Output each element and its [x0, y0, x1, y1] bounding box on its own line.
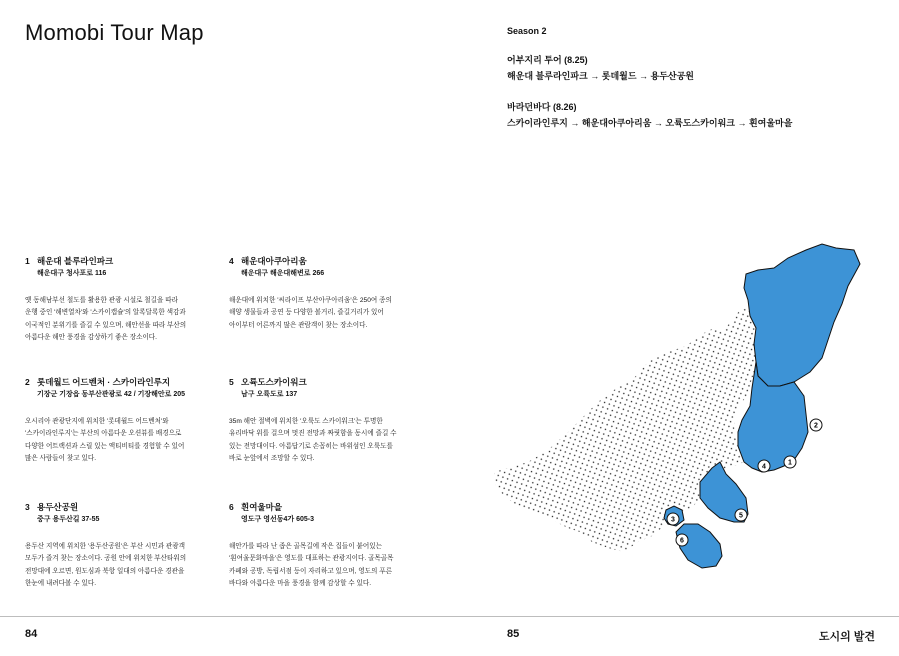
map-pin-3	[667, 513, 679, 525]
busan-map	[488, 236, 888, 576]
season-title: Season 2	[507, 26, 547, 36]
place-entry-4	[229, 256, 409, 332]
place-description	[229, 416, 409, 466]
pin-label: 3	[671, 516, 675, 524]
desc-line: 용두산 지역에 위치한 '용두산공원'은 부산 시민과 관광객	[25, 542, 186, 550]
desc-line: 전망대에 오르면, 원도심과 북항 일대의 아름다운 경관을	[25, 567, 185, 575]
place-entry-5	[229, 377, 409, 466]
place-name: 해운대 블루라인파크	[37, 256, 114, 266]
place-entry-3	[25, 502, 205, 591]
place-description	[229, 295, 409, 333]
tour-item	[507, 100, 877, 129]
desc-line: 카페와 공방, 독립서점 등이 자리하고 있으며, 영도의 푸른	[229, 567, 392, 575]
place-entry-1	[25, 256, 205, 345]
place-entry-2	[25, 377, 205, 466]
section-title: 도시의 발견	[818, 631, 875, 643]
desc-line: 운행 중인 '해변열차'와 '스카이캡슐'의 알록달록한 색감과	[25, 309, 186, 317]
place-name: 해운대아쿠아리움	[241, 256, 307, 266]
desc-line: 해운대에 위치한 '씨라이프 부산아쿠아리움'은 250여 종의	[229, 296, 392, 304]
pin-label: 6	[680, 537, 684, 545]
tour-item	[507, 53, 877, 82]
pin-label: 2	[814, 422, 818, 430]
map-pin-1	[784, 456, 796, 468]
desc-line: 바다와 아름다운 마을 풍경을 함께 감상할 수 있다.	[229, 580, 372, 588]
desc-line: 바로 눈앞에서 조망할 수 있다.	[229, 455, 315, 463]
place-description	[25, 295, 205, 345]
desc-line: 많은 사람들이 찾고 있다.	[25, 455, 97, 463]
place-description	[229, 541, 409, 591]
pin-label: 5	[739, 512, 743, 520]
desc-line: 옛 동해남부선 철도를 활용한 관광 시설로 철길을 따라	[25, 296, 178, 304]
place-number: 4	[229, 256, 234, 266]
tour-name: 어부지리 투어 (8.25)	[507, 55, 588, 65]
desc-line: 있는 전망대이다. 아름답기로 손꼽히는 바위섬인 오륙도를	[229, 442, 393, 450]
map-pin-5	[735, 509, 747, 521]
desc-line: 아이부터 어른까지 많은 관람객이 찾는 장소이다.	[229, 321, 368, 329]
map-pin-4	[758, 460, 770, 472]
desc-line: 이국적인 분위기를 즐길 수 있으며, 해안선을 따라 부산의	[25, 321, 187, 329]
desc-line: 다양한 어트랙션과 스릴 있는 액티비티를 경험할 수 있어	[25, 442, 185, 450]
tour-route: 해운대 블루라인파크 → 롯데월드 → 용두산공원	[507, 71, 694, 81]
place-address: 기장군 기장읍 동부산관광로 42 / 기장해안로 205	[37, 391, 186, 399]
pin-label: 4	[762, 463, 766, 471]
desc-line: '스카이라인루지'는 부산의 아름다운 오션뷰를 배경으로	[25, 430, 182, 438]
place-name: 롯데월드 어드벤처 · 스카이라인루지	[37, 377, 171, 387]
tour-route: 스카이라인루지 → 해운대아쿠아리움 → 오륙도스카이워크 → 흰여울마을	[507, 118, 793, 128]
place-number: 5	[229, 377, 234, 387]
place-name: 용두산공원	[37, 502, 79, 512]
place-description	[25, 541, 205, 591]
place-address: 중구 용두산길 37-55	[37, 516, 100, 524]
place-description	[25, 416, 205, 466]
desc-line: 한눈에 내려다볼 수 있다.	[25, 580, 97, 588]
desc-line: 해안가를 따라 난 좁은 골목길에 작은 집들이 붙어있는	[229, 542, 382, 550]
place-address: 해운대구 청사포로 116	[37, 270, 107, 278]
place-name: 오륙도스카이워크	[241, 377, 307, 387]
desc-line: 유리바닥 위를 걸으며 멋진 전망과 짜릿함을 동시에 즐길 수	[229, 430, 397, 438]
desc-line: 아름다운 해안 풍경을 감상하기 좋은 장소이다.	[25, 334, 158, 342]
desc-line: 모두가 즐겨 찾는 장소이다. 공원 안에 위치한 부산타워의	[25, 555, 187, 563]
desc-line: 해양 생물들과 공연 등 다양한 볼거리, 즐길거리가 있어	[229, 309, 384, 317]
page-title: Momobi Tour Map	[25, 20, 204, 45]
place-address: 영도구 영선동4가 605-3	[241, 516, 315, 524]
place-address: 남구 오륙도로 137	[241, 391, 298, 399]
place-number: 1	[25, 256, 30, 266]
left-page-number: 84	[25, 628, 38, 640]
place-name: 흰여울마을	[241, 502, 283, 512]
map-pin-2	[810, 419, 822, 431]
season-panel	[507, 26, 877, 147]
place-number: 2	[25, 377, 30, 387]
desc-line: 오시리아 관광단지에 위치한 '롯데월드 어드벤처'와	[25, 417, 169, 425]
highlight-district-north	[744, 244, 860, 386]
place-entry-6	[229, 502, 409, 591]
place-number: 6	[229, 502, 234, 512]
desc-line: 35m 해안 절벽에 위치한 '오륙도 스카이워크'는 투명한	[229, 417, 383, 425]
pin-label: 1	[788, 459, 792, 467]
place-number: 3	[25, 502, 30, 512]
desc-line: '흰여울문화마을'은 영도를 대표하는 관광지이다. 골목골목	[229, 555, 394, 563]
place-address: 해운대구 해운대해변로 266	[241, 270, 325, 278]
footer-divider	[0, 616, 899, 617]
tour-name: 바라던바다 (8.26)	[507, 102, 577, 112]
right-page-number: 85	[507, 628, 520, 640]
map-pin-6	[676, 534, 688, 546]
